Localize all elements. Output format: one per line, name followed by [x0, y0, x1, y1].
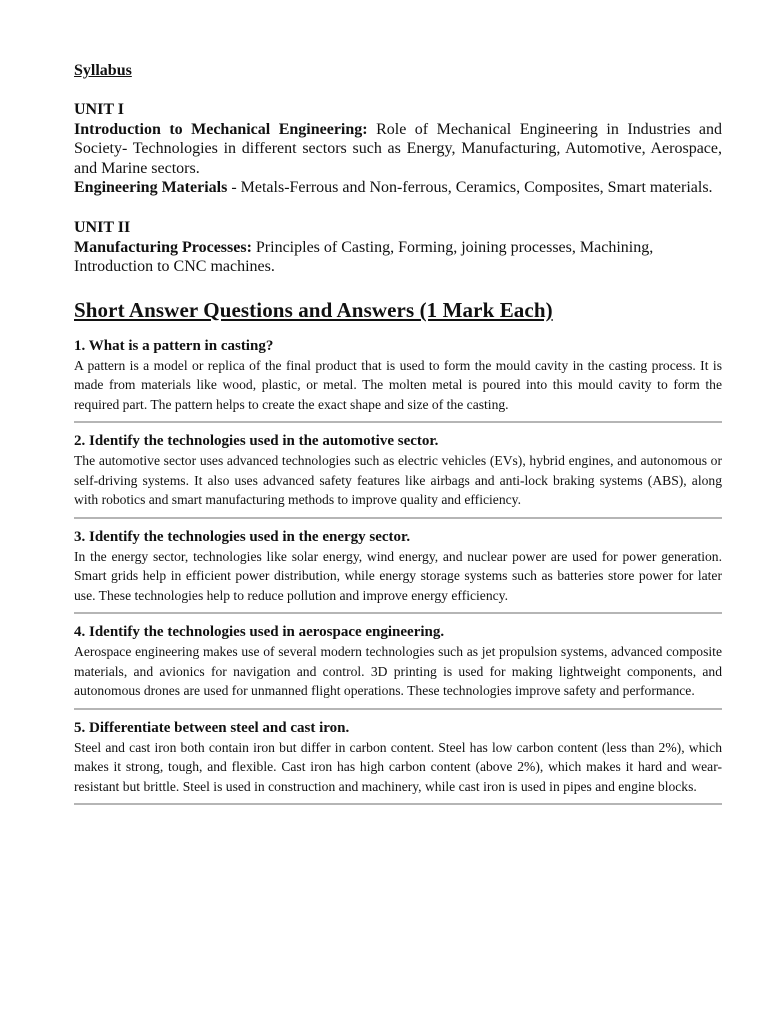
question-title: 3. Identify the technologies used in the energy sector.	[74, 528, 411, 545]
document-content	[74, 61, 722, 814]
unit-paragraph	[74, 178, 722, 198]
unit-paragraph	[74, 120, 722, 179]
topic-text: Role of Mechanical Engineering in Industries and Society- Technologies in different sectors such as Energy, Manufacturing, Automotive, Aerospace, and Marine sectors.	[74, 120, 723, 177]
qa-section-title: Short Answer Questions and Answers (1 Mark Each)	[74, 297, 553, 322]
question-title: 1. What is a pattern in casting?	[74, 337, 274, 354]
unit-heading: UNIT II	[74, 218, 131, 236]
qa-item	[74, 719, 722, 806]
answer-text: The automotive sector uses advanced technologies such as electric vehicles (EVs), hybrid engines, and autonomous or self-driving systems. It also uses advanced safety features like airbags and anti-lock braking systems (ABS), along with robotics and smart manufacturing methods to improve quality and efficiency.	[74, 453, 722, 508]
unit-paragraph	[74, 238, 722, 277]
qa-item	[74, 528, 722, 615]
divider	[74, 708, 722, 710]
unit-section	[74, 218, 722, 277]
topic-text: Principles of Casting, Forming, joining processes, Machining, Introduction to CNC machines.	[74, 238, 654, 276]
qa-item	[74, 337, 722, 424]
answer-text: A pattern is a model or replica of the final product that is used to form the mould cavity in the casting process. It is made from materials like wood, plastic, or metal. The molten metal is poured into this mould cavity to form the required part. The pattern helps to create the exact shape and size of the casting.	[74, 357, 722, 412]
qa-item	[74, 432, 722, 519]
answer-text: Steel and cast iron both contain iron but differ in carbon content. Steel has low carbon content (less than 2%), which makes it strong, tough, and flexible. Cast iron has high carbon content (above 2%), which makes it hard and wear-resistant but brittle. Steel is used in construction and machinery, while cast iron is used in pipes and engine blocks.	[74, 739, 722, 794]
syllabus-title: Syllabus	[74, 62, 132, 79]
topic-heading: Introduction to Mechanical Engineering:	[74, 120, 368, 138]
topic-heading: Engineering Materials	[74, 179, 228, 197]
divider	[74, 612, 722, 614]
unit-section	[74, 100, 722, 198]
unit-heading: UNIT I	[74, 101, 124, 118]
divider	[74, 421, 722, 423]
topic-heading: Manufacturing Processes:	[74, 238, 252, 256]
question-title: 2. Identify the technologies used in the automotive sector.	[74, 433, 439, 450]
question-title: 4. Identify the technologies used in aerospace engineering.	[74, 624, 445, 641]
qa-item	[74, 623, 722, 710]
answer-text: In the energy sector, technologies like solar energy, wind energy, and nuclear power are used for power generation. Smart grids help in efficient power distribution, while energy storage systems such as batteries store power for later use. These technologies help to reduce pollution and improve energy efficiency.	[74, 548, 722, 603]
answer-text: Aerospace engineering makes use of several modern technologies such as jet propulsion systems, advanced composite materials, and avionics for navigation and control. 3D printing is used for making lightweight components, and autonomous drones are used for unmanned flight operations. These technologies improve safety and performance.	[74, 644, 722, 699]
question-title: 5. Differentiate between steel and cast iron.	[74, 719, 350, 736]
divider	[74, 803, 722, 805]
divider	[74, 517, 722, 519]
topic-text: - Metals-Ferrous and Non-ferrous, Ceramics, Composites, Smart materials.	[227, 179, 713, 197]
